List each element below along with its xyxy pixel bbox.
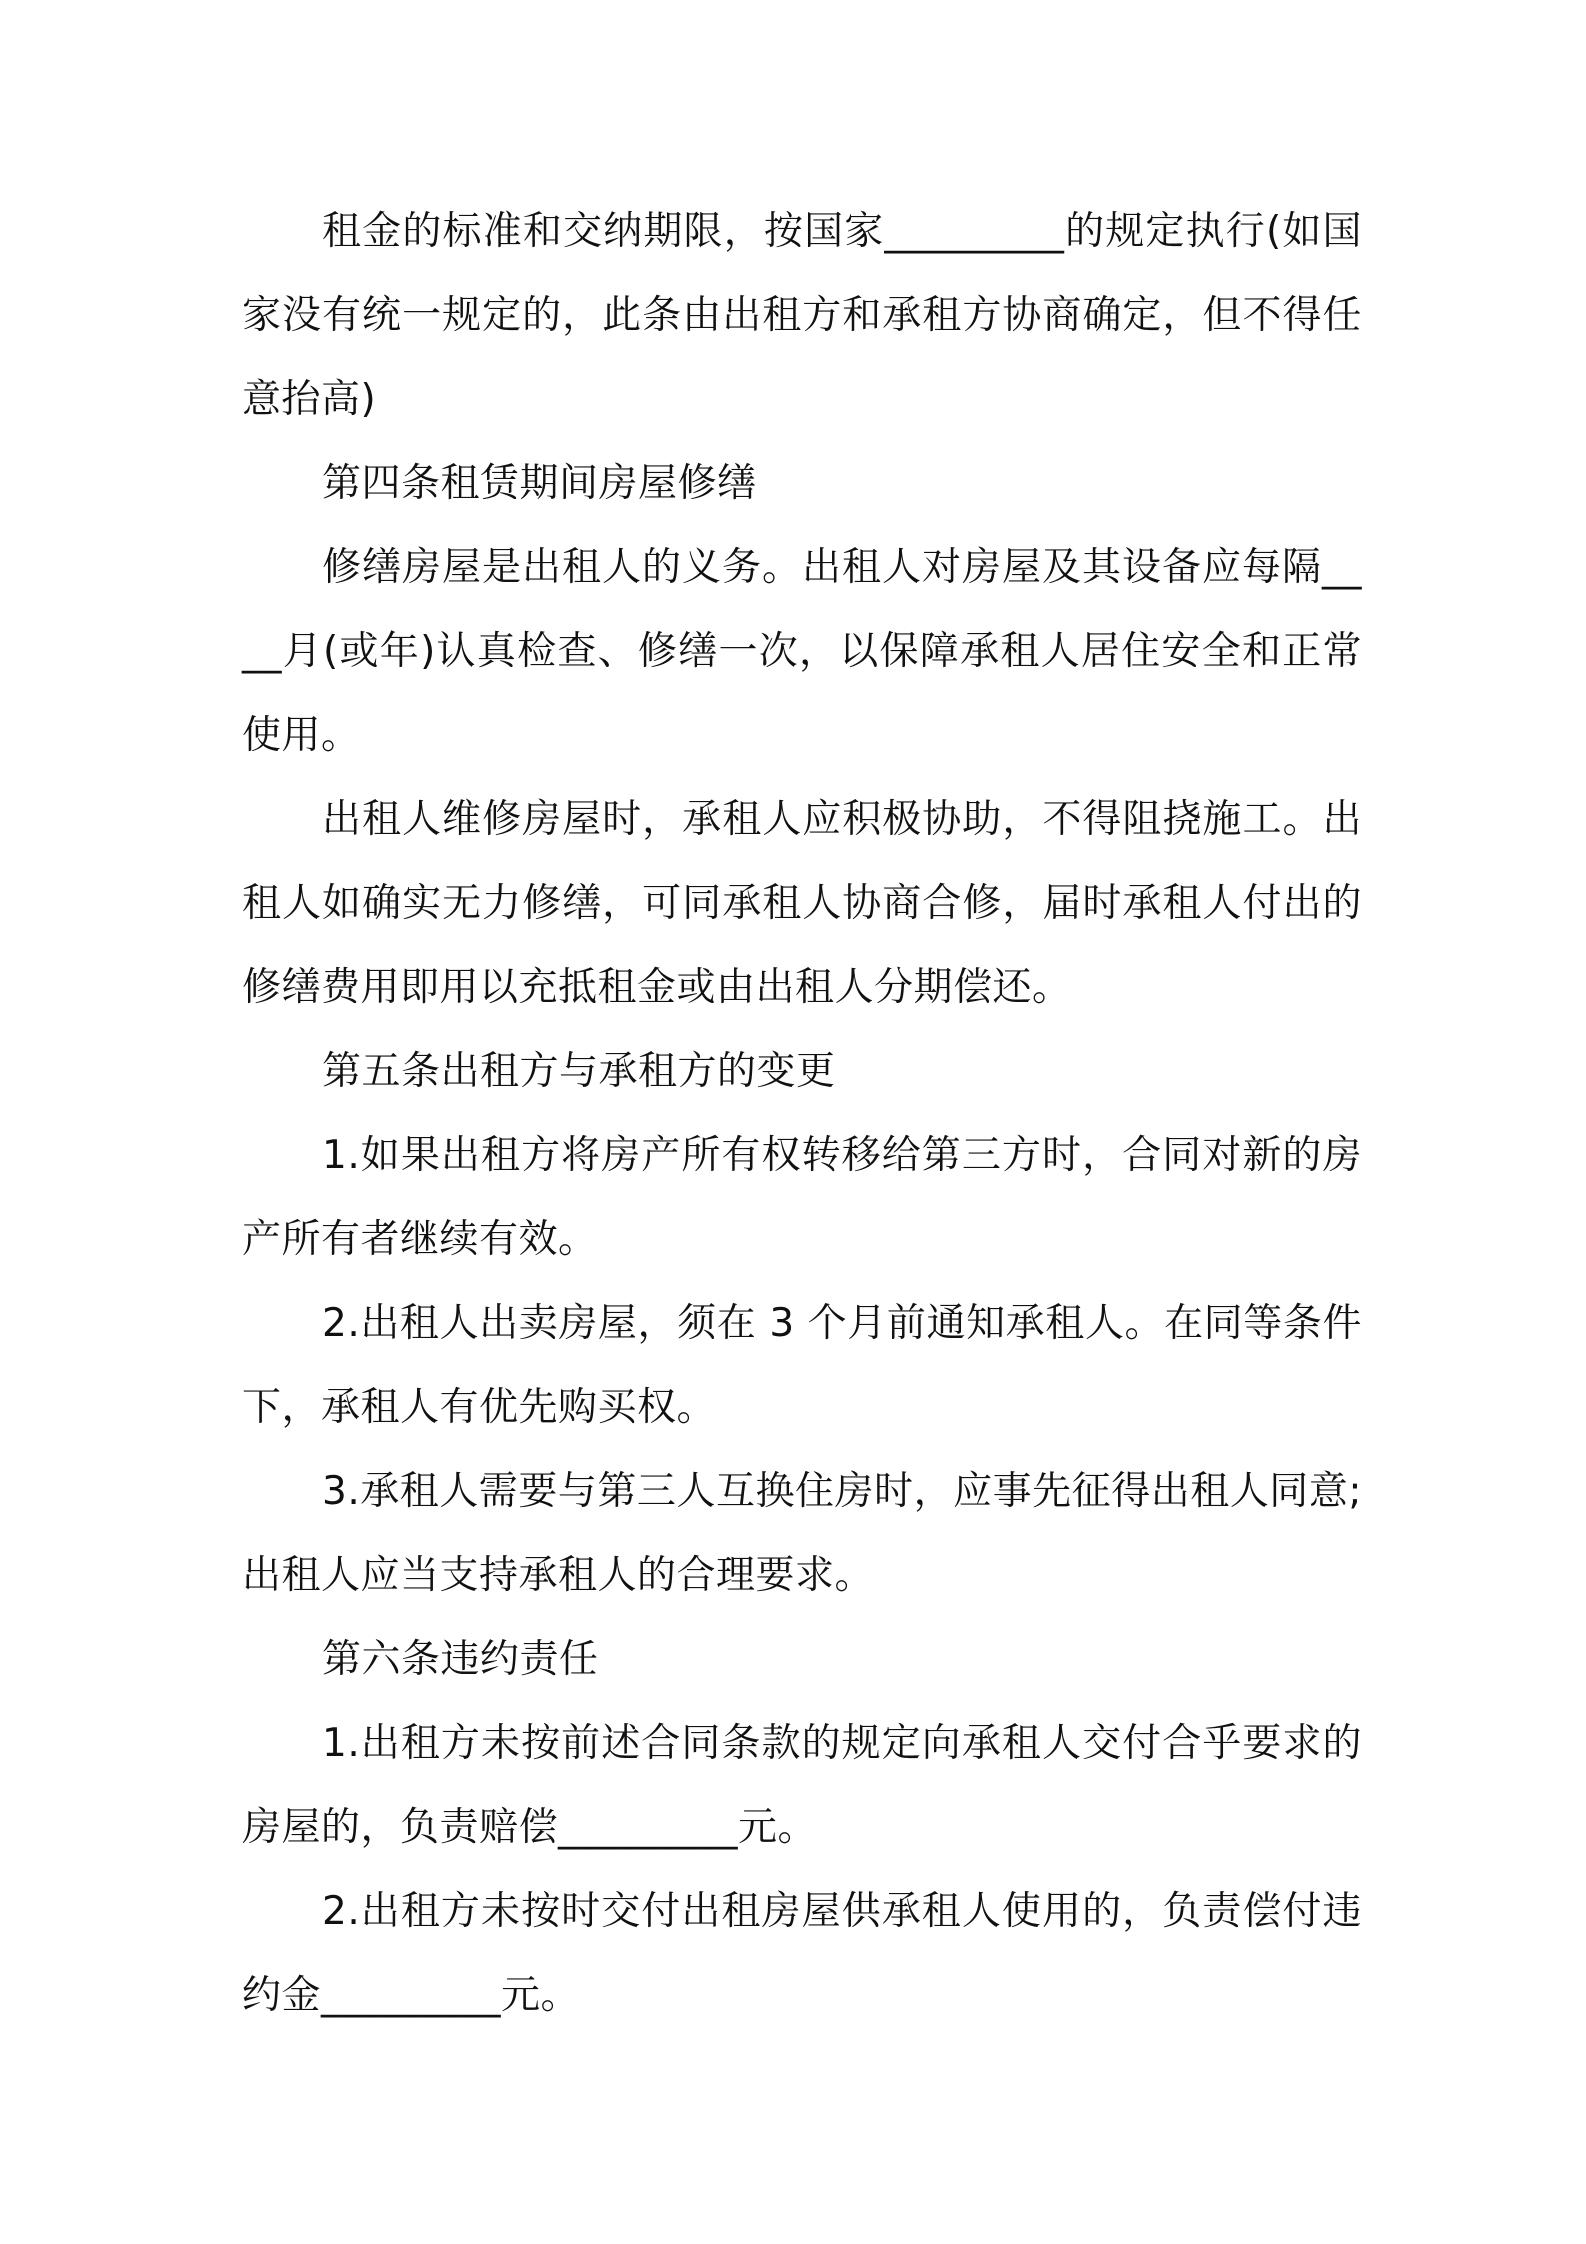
article-six-heading: 第六条违约责任 xyxy=(322,1637,599,1682)
repair-obligation-paragraph: 修缮房屋是出租人的义务。出租人对房屋及其设备应每隔____月(或年)认真检查、修缮一次，以保障承租人居住安全和正常使用。 xyxy=(242,545,1362,758)
article-four-heading: 第四条租赁期间房屋修缮 xyxy=(322,461,757,506)
document-body xyxy=(242,190,1362,2038)
rent-standard-paragraph: 租金的标准和交纳期限，按国家_________的规定执行(如国家没有统一规定的，此条由出租方和承租方协商确定，但不得任意抬高) xyxy=(242,209,1362,422)
compensation-paragraph: 1.出租方未按前述合同条款的规定向承租人交付合乎要求的房屋的，负责赔偿_________元。 xyxy=(242,1721,1362,1850)
article-five-heading: 第五条出租方与承租方的变更 xyxy=(322,1049,836,1094)
repair-cooperation-paragraph: 出租人维修房屋时，承租人应积极协助，不得阻挠施工。出租人如确实无力修缮，可同承租人协商合修，届时承租人付出的修缮费用即用以充抵租金或由出租人分期偿还。 xyxy=(242,797,1362,1010)
ownership-transfer-paragraph: 1.如果出租方将房产所有权转移给第三方时，合同对新的房产所有者继续有效。 xyxy=(242,1133,1362,1262)
housing-exchange-paragraph: 3.承租人需要与第三人互换住房时，应事先征得出租人同意;出租人应当支持承租人的合理要求。 xyxy=(242,1469,1362,1598)
penalty-paragraph: 2.出租方未按时交付出租房屋供承租人使用的，负责偿付违约金_________元。 xyxy=(242,1889,1362,2018)
sale-notice-paragraph: 2.出租人出卖房屋，须在 3 个月前通知承租人。在同等条件下，承租人有优先购买权。 xyxy=(242,1301,1362,1430)
